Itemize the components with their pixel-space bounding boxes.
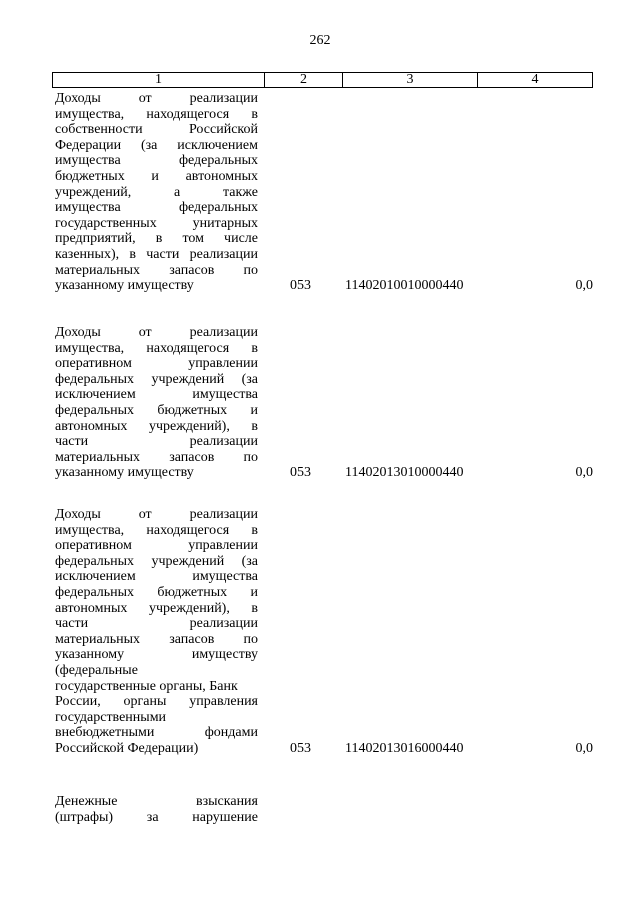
row-code: 053 [290, 740, 311, 756]
description-line: государственными [55, 709, 167, 725]
row-kbk-code: 11402013016000440 [345, 740, 464, 756]
header-col-2: 2 [265, 73, 343, 87]
description-line: (штрафы) за нарушение [55, 809, 258, 825]
description-line: имущества федеральных [55, 200, 258, 216]
description-line: (федеральные [55, 662, 138, 678]
description-line: Доходы от реализации [55, 91, 258, 106]
description-line: учреждений, а также [55, 184, 258, 200]
description-line: автономных учреждений), в [55, 418, 258, 434]
description-line: федеральных бюджетных и [55, 584, 258, 600]
description-line: материальных запасов по [55, 262, 258, 278]
description-line: оперативном управлении [55, 356, 258, 372]
table-header-row [52, 72, 593, 88]
description-line: внебюджетными фондами [55, 725, 258, 741]
description-line: государственные органы, Банк [55, 678, 238, 694]
description-line: оперативном управлении [55, 538, 258, 554]
row-code: 053 [290, 465, 311, 481]
row-amount: 0,0 [575, 465, 593, 481]
row-code: 053 [290, 278, 311, 294]
row-description [55, 325, 258, 481]
header-col-3: 3 [343, 73, 478, 87]
table-row [55, 794, 595, 825]
table-row [55, 91, 595, 294]
header-col-1: 1 [53, 73, 265, 87]
description-line: имущества, находящегося в [55, 340, 258, 356]
description-line: имущества, находящегося в [55, 106, 258, 122]
description-line: предприятий, в том числе [55, 231, 258, 247]
description-line: федеральных учреждений (за [55, 553, 258, 569]
table-row [55, 325, 595, 481]
description-line: России, органы управления [55, 694, 258, 710]
description-line: имущества федеральных [55, 153, 258, 169]
row-kbk-code: 11402010010000440 [345, 278, 464, 294]
description-line: указанному имуществу [55, 647, 258, 663]
description-line: собственности Российской [55, 122, 258, 138]
description-line: Российской Федерации) [55, 740, 199, 756]
row-amount: 0,0 [575, 278, 593, 294]
page-number: 262 [309, 33, 331, 48]
description-line: автономных учреждений), в [55, 600, 258, 616]
description-line: Доходы от реализации [55, 507, 258, 522]
description-line: федеральных учреждений (за [55, 371, 258, 387]
description-line: государственных унитарных [55, 215, 258, 231]
description-line: исключением имущества [55, 569, 258, 585]
description-line: исключением имущества [55, 387, 258, 403]
header-col-4: 4 [531, 72, 539, 87]
description-line: имущества, находящегося в [55, 522, 258, 538]
row-description [55, 794, 258, 825]
description-line: федеральных бюджетных и [55, 402, 258, 418]
description-line: Федерации (за исключением [55, 137, 258, 153]
description-line: части реализации [55, 434, 258, 450]
description-line: материальных запасов по [55, 449, 258, 465]
description-line: Доходы от реализации [55, 325, 258, 340]
description-line: бюджетных и автономных [55, 168, 258, 184]
description-line: указанному имуществу [55, 278, 194, 294]
row-description [55, 91, 258, 294]
description-line: Денежные взыскания [55, 794, 258, 809]
description-line: части реализации [55, 616, 258, 632]
row-amount: 0,0 [575, 740, 593, 756]
row-kbk-code: 11402013010000440 [345, 465, 464, 481]
row-description [55, 507, 258, 757]
description-line: казенных), в части реализации [55, 246, 258, 262]
table-row [55, 507, 595, 757]
description-line: указанному имуществу [55, 465, 194, 481]
description-line: материальных запасов по [55, 631, 258, 647]
